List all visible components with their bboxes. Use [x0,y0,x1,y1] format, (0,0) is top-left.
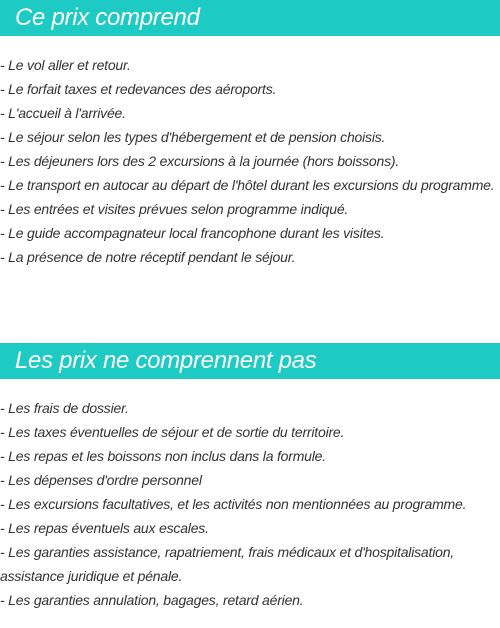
list-item: - Les repas éventuels aux escales. [0,520,209,536]
list-item: - Les garanties assistance, rapatriement, frais médicaux et d'hospitalisation, assistance juridique et pénale. [0,544,454,584]
list-item: - Le guide accompagnateur local francophone durant les visites. [0,225,385,241]
list-item: - Le séjour selon les types d'hébergement et de pension choisis. [0,129,386,145]
list-item: - Les frais de dossier. [0,400,129,416]
list-item: - Les excursions facultatives, et les activités non mentionnées au programme. [0,496,467,512]
list-item: - Le forfait taxes et redevances des aéroports. [0,81,277,97]
list-item: - Les déjeuners lors des 2 excursions à la journée (hors boissons). [0,153,400,169]
list-item: - Les taxes éventuelles de séjour et de sortie du territoire. [0,424,345,440]
list-item: - Le transport en autocar au départ de l'hôtel durant les excursions du programme. [0,177,495,193]
excluded-section-header [0,343,500,379]
excluded-section-title: Les prix ne comprennent pas [15,347,317,374]
included-list [0,53,500,269]
excluded-list [0,396,500,612]
included-section-title: Ce prix comprend [15,4,200,31]
list-item: - Le vol aller et retour. [0,57,131,73]
list-item: - La présence de notre réceptif pendant le séjour. [0,249,296,265]
list-item: - Les repas et les boissons non inclus dans la formule. [0,448,326,464]
list-item: - L'accueil à l'arrivée. [0,105,126,121]
list-item: - Les dépenses d'ordre personnel [0,472,202,488]
list-item: - Les garanties annulation, bagages, retard aérien. [0,592,304,608]
list-item: - Les entrées et visites prévues selon programme indiqué. [0,201,349,217]
included-section-header [0,0,500,36]
